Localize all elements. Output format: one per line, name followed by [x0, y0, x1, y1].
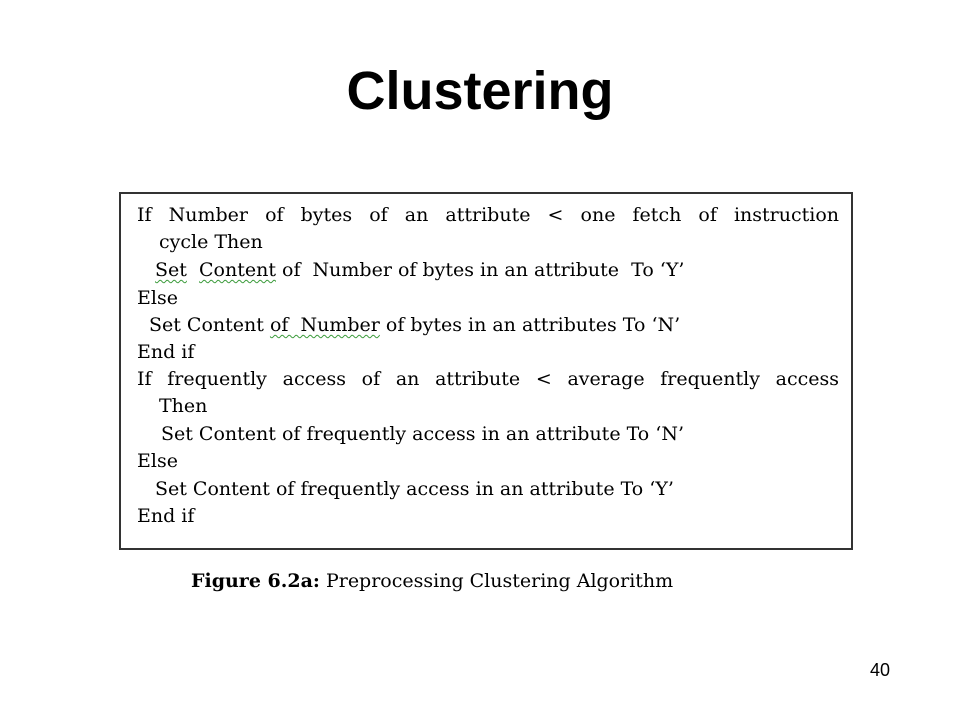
algorithm-line-1: If Number of bytes of an attribute < one fetch of instruction: [137, 204, 839, 226]
algorithm-line-11: Set Content of frequently access in an attribute To ‘Y’: [155, 478, 674, 500]
algorithm-line-8: Then: [159, 395, 208, 417]
spellcheck-underlined-text: of Number: [269, 314, 380, 336]
algorithm-line-3-rest: of Number of bytes in an attribute To ‘Y’: [275, 259, 685, 281]
algorithm-line-6: End if: [137, 341, 195, 363]
algorithm-line-3: [155, 257, 684, 284]
spellcheck-underlined-text: Set: [155, 259, 187, 281]
algorithm-box: [119, 192, 853, 550]
figure-caption-label: Figure 6.2a:: [191, 570, 320, 592]
spellcheck-underlined-text: Content: [199, 259, 276, 281]
algorithm-line-9: Set Content of frequently access in an attribute To ‘N’: [161, 423, 684, 445]
algorithm-line-5: [149, 312, 680, 339]
algorithm-line-5-start: Set Content: [149, 314, 270, 336]
figure-caption: [191, 567, 673, 595]
algorithm-line-12: End if: [137, 505, 195, 527]
algorithm-line-2: cycle Then: [159, 231, 263, 253]
page-number: 40: [870, 660, 891, 680]
algorithm-line-10: Else: [137, 450, 178, 472]
algorithm-line-7: If frequently access of an attribute < average frequently access: [137, 368, 839, 390]
algorithm-line-4: Else: [137, 287, 178, 309]
slide-title: Clustering: [346, 61, 614, 121]
algorithm-line-5-rest: of bytes in an attributes To ‘N’: [379, 314, 681, 336]
figure-caption-text: Preprocessing Clustering Algorithm: [319, 570, 674, 592]
